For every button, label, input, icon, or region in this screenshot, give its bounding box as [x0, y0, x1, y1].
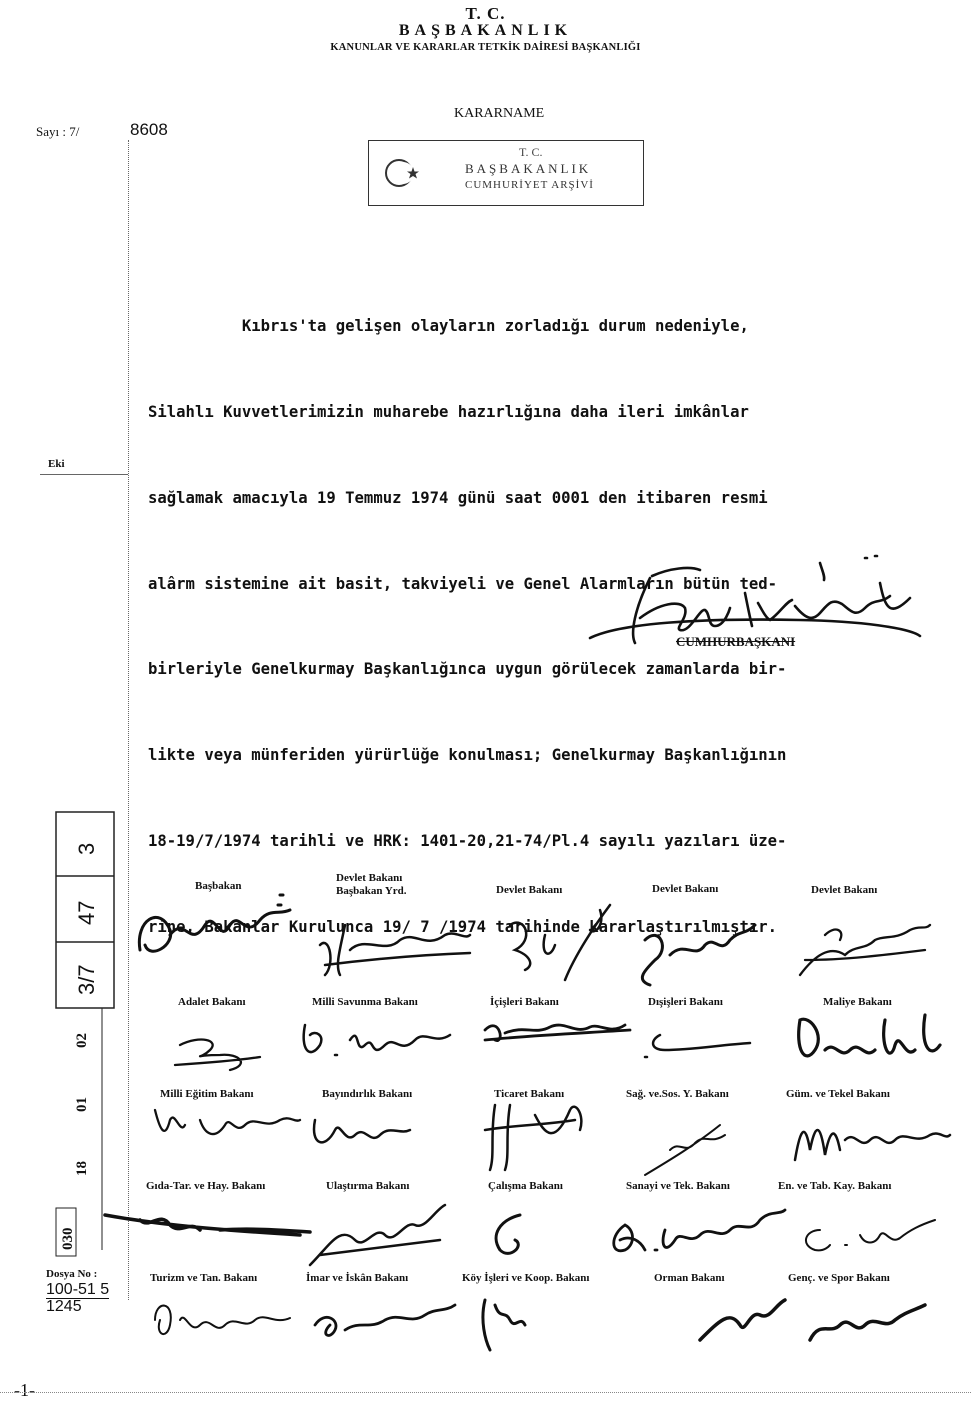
minister-label: Sanayi ve Tek. Bakanı — [626, 1180, 730, 1192]
minister-label: Başbakan — [195, 880, 242, 892]
body-line: 18-19/7/1974 tarihli ve HRK: 1401-20,21-74/Pl.4 sayılı yazıları üze- — [148, 831, 787, 850]
signature — [785, 1100, 955, 1170]
minister-label: Devlet Bakanı — [811, 884, 878, 896]
dosya-label: Dosya No : — [46, 1268, 98, 1280]
margin-stamp-value: 030 — [60, 1227, 76, 1250]
signature — [780, 1005, 950, 1075]
signature — [290, 1005, 460, 1075]
minister-label: Güm. ve Tekel Bakanı — [786, 1088, 890, 1100]
signature — [625, 900, 765, 990]
margin-line — [128, 140, 129, 1300]
eki-label: Eki — [48, 458, 65, 470]
body-line: likte veya münferiden yürürlüğe konulması; Genelkurmay Başkanlığının — [148, 746, 787, 765]
minister-label: Milli Savunma Bakanı — [312, 996, 418, 1008]
minister-label: İçişleri Bakanı — [490, 996, 559, 1008]
minister-label: Ulaştırma Bakanı — [326, 1180, 410, 1192]
signature — [305, 905, 475, 985]
stamp-line-2: BAŞBAKANLIK — [465, 161, 592, 176]
signature — [300, 1290, 460, 1350]
margin-stamp-value: 3/7 — [74, 964, 99, 995]
page-mark: -1- — [14, 1380, 35, 1400]
minister-label: Genç. ve Spor Bakanı — [788, 1272, 890, 1284]
minister-label: Orman Bakanı — [654, 1272, 725, 1284]
margin-stamp-value: 3 — [74, 842, 99, 855]
signature — [800, 1290, 930, 1350]
dosya-line-2: 1245 — [46, 1298, 82, 1315]
signature — [785, 905, 935, 985]
body-line: sağlamak amacıyla 19 Temmuz 1974 günü saat 0001 den itibaren resmi — [148, 488, 768, 507]
dosya-number — [46, 1282, 109, 1315]
stamp-line-3: CUMHURİYET ARŞİVİ — [465, 179, 594, 191]
signature — [600, 1195, 790, 1270]
signature — [145, 1290, 295, 1350]
header-department: KANUNLAR VE KARARLAR TETKİK DAİRESİ BAŞKANLIĞI — [330, 42, 641, 53]
signature — [300, 1195, 450, 1275]
signature — [100, 1200, 320, 1250]
minister-label: Milli Eğitim Bakanı — [160, 1088, 254, 1100]
signature — [470, 1290, 540, 1360]
body-line: birleriyle Genelkurmay Başkanlığınca uygun görülecek zamanlarda bir- — [148, 660, 787, 679]
sayi-label: Sayı : 7/ — [36, 124, 80, 139]
minister-label: Devlet Bakanı — [336, 872, 403, 884]
signature — [630, 1105, 740, 1185]
minister-label: Devlet Bakanı — [652, 883, 719, 895]
margin-stamp-value: 02 — [74, 1033, 90, 1048]
minister-label: Turizm ve Tan. Bakanı — [150, 1272, 258, 1284]
body-line: alârm sistemine ait basit, takviyeli ve Genel Alarmların bütün ted- — [148, 574, 778, 593]
minister-label: Bayındırlık Bakanı — [322, 1088, 413, 1100]
signature — [640, 1025, 760, 1065]
signature — [300, 1105, 420, 1160]
header-tc: T. C. — [465, 4, 506, 23]
dosya-line-1: 100-51 — [46, 1281, 96, 1298]
signature — [475, 1095, 595, 1175]
minister-label: Devlet Bakanı — [496, 884, 563, 896]
signature — [495, 895, 625, 985]
minister-label: Ticaret Bakanı — [494, 1088, 565, 1100]
margin-stamp-value: 18 — [74, 1161, 90, 1176]
signature — [160, 1015, 270, 1085]
sayi-number: 8608 — [130, 120, 168, 139]
signature — [475, 1005, 635, 1055]
minister-label: Maliye Bakanı — [823, 996, 892, 1008]
minister-label: İmar ve İskân Bakanı — [306, 1272, 409, 1284]
minister-label: Çalışma Bakanı — [488, 1180, 563, 1192]
stamp-line-1: T. C. — [519, 145, 543, 159]
signature — [470, 1205, 540, 1265]
archive-stamp — [368, 140, 644, 206]
signature — [145, 1095, 305, 1150]
crescent-star-icon — [383, 155, 423, 191]
signature — [790, 1200, 940, 1260]
archive-margin-stamp — [52, 810, 118, 1290]
signature — [690, 1280, 800, 1350]
minister-label: Köy İşleri ve Koop. Bakanı — [462, 1272, 590, 1284]
minister-label: En. ve Tab. Kay. Bakanı — [778, 1180, 892, 1192]
body-line: Silahlı Kuvvetlerimizin muharebe hazırlığına daha ileri imkânlar — [148, 402, 749, 421]
margin-stamp-value: 01 — [74, 1097, 90, 1112]
document-type: KARARNAME — [454, 106, 545, 121]
signature — [130, 890, 300, 970]
body-line: rine, Bakanlar Kurulunca 19/ 7 /1974 tarihinde kararlaştırılmıştır. — [148, 917, 778, 936]
margin-stamp-value: 47 — [74, 900, 99, 925]
body-line: Kıbrıs'ta gelişen olayların zorladığı durum nedeniyle, — [148, 317, 749, 336]
minister-label: Adalet Bakanı — [178, 996, 246, 1008]
header-office: BAŞBAKANLIK — [398, 22, 573, 39]
minister-label: Dışişleri Bakanı — [648, 996, 723, 1008]
bottom-divider — [0, 1392, 971, 1393]
minister-label: Sağ. ve.Sos. Y. Bakanı — [626, 1088, 729, 1100]
eki-divider — [40, 474, 128, 475]
minister-label: Başbakan Yrd. — [336, 885, 407, 897]
minister-label: Gıda-Tar. ve Hay. Bakanı — [146, 1180, 266, 1192]
president-title: CUMHURBAŞKANI — [676, 634, 796, 649]
dosya-suffix: 5 — [100, 1281, 110, 1298]
